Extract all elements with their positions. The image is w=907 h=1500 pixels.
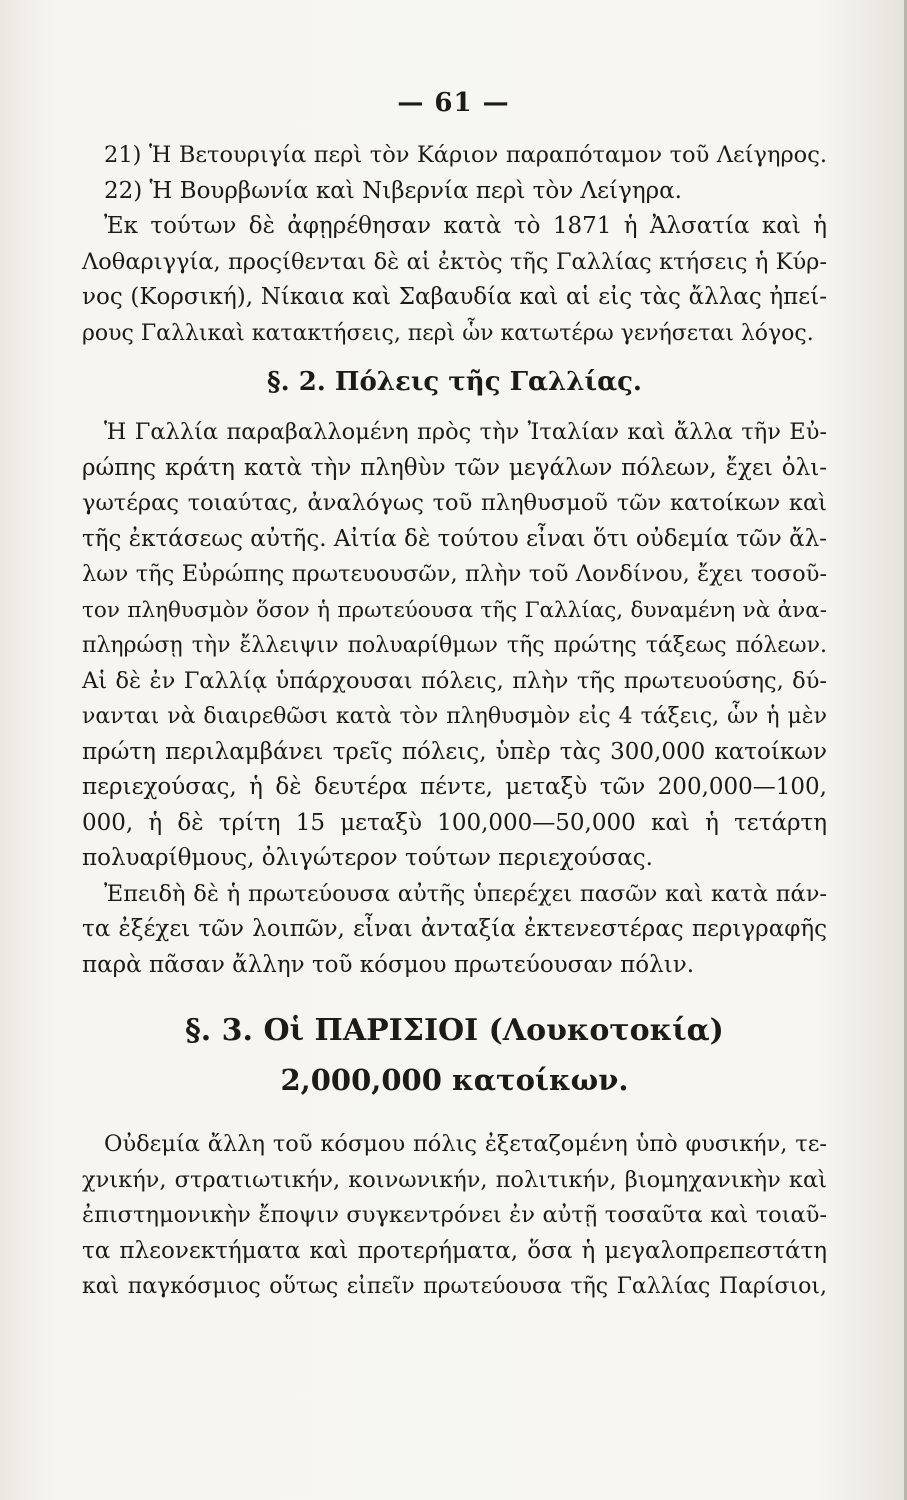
text-line: 000, ἡ δὲ τρίτη 15 μεταξὺ 100,000—50,000 καὶ ἡ τετάρτη: [82, 809, 827, 836]
text-line: Αἱ δὲ ἐν Γαλλίᾳ ὑπάρχουσαι πόλεις, πλὴν τῆς πρωτευούσης, δύ-: [82, 667, 827, 694]
paragraph-capital: [82, 877, 827, 984]
text-line: λων τῆς Εὐρώπης πρωτευουσῶν, πλὴν τοῦ Λονδίνου, ἔχει τοσοῦ-: [82, 561, 827, 587]
text-line: καὶ παγκόσμιος οὕτως εἰπεῖν πρωτεύουσα τῆς Γαλλίας Παρίσιοι,: [82, 1274, 827, 1299]
text-line: παρὰ πᾶσαν ἄλλην τοῦ κόσμου πρωτεύουσαν πόλιν.: [82, 951, 695, 978]
paragraph-paris: [82, 1127, 827, 1305]
text-line: πολυαρίθμους, ὀλιγώτερον τούτων περιεχούσας.: [82, 845, 653, 871]
paragraph-provinces: [82, 138, 827, 351]
page-number: — 61 —: [397, 88, 510, 118]
section-heading-cities: §. 2. Πόλεις τῆς Γαλλίας.: [267, 367, 642, 397]
text-line: χνικήν, στρατιωτικήν, κοινωνικήν, πολιτικήν, βιομηχανικὴν καὶ: [82, 1166, 827, 1193]
text-line: Οὐδεμία ἄλλη τοῦ κόσμου πόλις ἐξεταζομένη ὑπὸ φυσικήν, τε-: [104, 1131, 827, 1157]
page-body: [82, 138, 827, 1305]
text-line: Ἐκ τούτων δὲ ἀφῃρέθησαν κατὰ τὸ 1871 ἡ Ἀλσατία καὶ ἡ: [104, 213, 827, 239]
text-line: Ἐπειδὴ δὲ ἡ πρωτεύουσα αὐτῆς ὑπερέχει πασῶν καὶ κατὰ πάν-: [104, 880, 827, 907]
section-subheading-population: 2,000,000 κατοίκων.: [280, 1063, 629, 1097]
section-heading-paris: §. 3. Οἱ ΠΑΡΙΣΙΟΙ (Λουκοτοκία): [185, 1013, 724, 1048]
paragraph-cities: [82, 415, 827, 877]
text-line: ἐπιστημονικὴν ἔποψιν συγκεντρόνει ἐν αὐτῇ τοσαῦτα καὶ τοιαῦ-: [82, 1202, 827, 1228]
text-line: Ἡ Γαλλία παραβαλλομένη πρὸς τὴν Ἰταλίαν καὶ ἄλλα τῆν Εὐ-: [104, 419, 827, 445]
text-line: νανται νὰ διαιρεθῶσι κατὰ τὸν πληθυσμὸν εἰς 4 τάξεις, ὧν ἡ μὲν: [82, 704, 827, 729]
text-line: τον πληθυσμὸν ὅσον ἡ πρωτεύουσα τῆς Γαλλίας, δυναμένη νὰ ἀνα-: [82, 597, 827, 623]
text-line: τα πλεονεκτήματα καὶ προτερήματα, ὅσα ἡ μεγαλοπρεπεστάτη: [82, 1237, 827, 1264]
text-line: 22) Ἡ Βουρβωνία καὶ Νιβερνία περὶ τὸν Λείγηρα.: [104, 177, 682, 204]
text-line: 21) Ἡ Βετουριγία περὶ τὸν Κάριον παραπόταμον τοῦ Λείγηρος.: [104, 142, 827, 168]
text-line: τα ἐξέχει τῶν λοιπῶν, εἶναι ἀνταξία ἐκτενεστέρας περιγραφῆς: [82, 916, 827, 942]
text-line: Λοθαριγγία, προςίθενται δὲ αἱ ἐκτὸς τῆς Γαλλίας κτήσεις ἡ Κύρ-: [82, 248, 827, 275]
text-line: ρους Γαλλικαὶ κατακτήσεις, περὶ ὧν κατωτέρω γενήσεται λόγος.: [82, 320, 814, 346]
text-line: περιεχούσας, ἡ δὲ δευτέρα πέντε, μεταξὺ τῶν 200,000—100,: [82, 774, 827, 800]
text-line: πληρώσῃ τὴν ἔλλειψιν πολυαρίθμων τῆς πρώτης τάξεως πόλεων.: [82, 633, 827, 658]
text-line: ρώπης κράτη κατὰ τὴν πληθὺν τῶν μεγάλων πόλεων, ἔχει ὀλι-: [82, 454, 827, 481]
text-line: πρώτη περιλαμβάνει τρεῖς πόλεις, ὑπὲρ τὰς 300,000 κατοίκων: [82, 738, 827, 765]
text-line: τῆς ἐκτάσεως αὐτῆς. Αἰτία δὲ τούτου εἶναι ὅτι οὐδεμία τῶν ἄλ-: [82, 525, 827, 552]
text-line: γωτέρας τοιαύτας, ἀναλόγως τοῦ πληθυσμοῦ τῶν κατοίκων καὶ: [82, 490, 827, 516]
text-line: νος (Κορσική), Νίκαια καὶ Σαβαυδία καὶ αἱ εἰς τὰς ἄλλας ἠπεί-: [82, 284, 827, 310]
